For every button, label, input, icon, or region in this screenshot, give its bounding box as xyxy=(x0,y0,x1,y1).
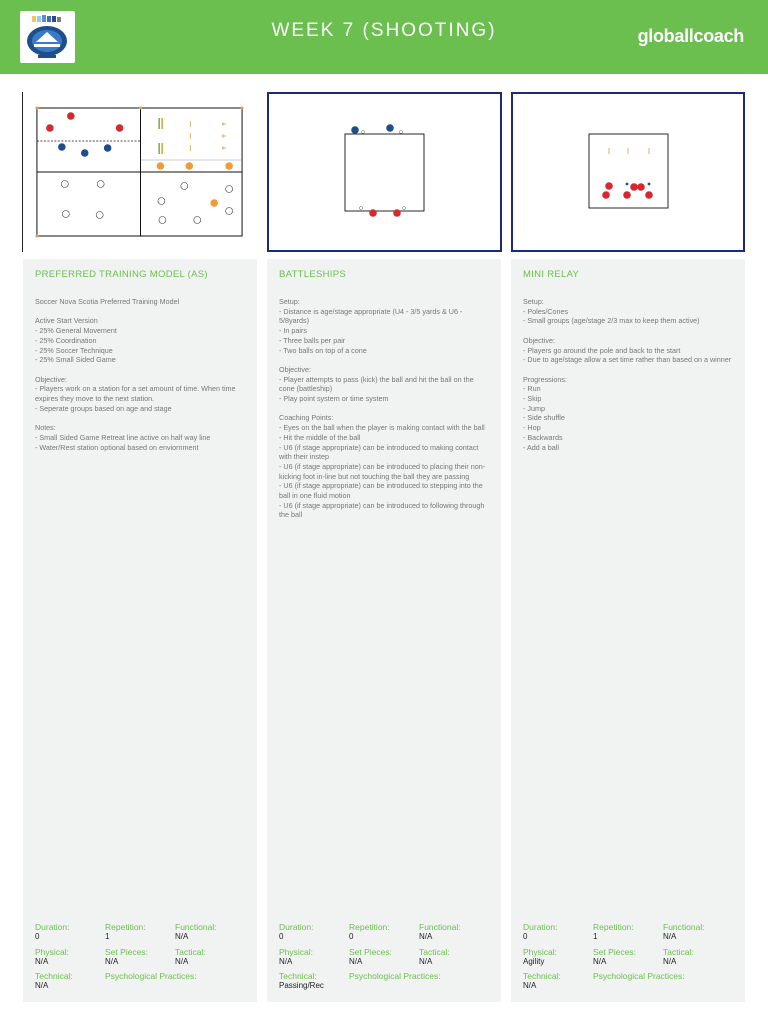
panel-title: PREFERRED TRAINING MODEL (AS) xyxy=(35,269,208,280)
stat-label: Psychological Practices: xyxy=(105,971,197,981)
stat-value: N/A xyxy=(35,957,49,966)
stat-label: Functional: xyxy=(663,922,705,932)
stat-duration xyxy=(279,923,349,941)
stat-physical xyxy=(523,948,593,966)
stat-tactical xyxy=(175,948,245,966)
panel-mini-relay xyxy=(511,259,745,1002)
stat-value: N/A xyxy=(419,957,433,966)
stat-value: N/A xyxy=(663,932,677,941)
diagram-mini-relay xyxy=(511,92,745,252)
stat-functional xyxy=(419,923,489,941)
stat-label: Set Pieces: xyxy=(349,947,392,957)
stat-value: 1 xyxy=(593,932,598,941)
stat-label: Technical: xyxy=(523,971,561,981)
stat-set-pieces xyxy=(105,948,175,966)
stat-value: 0 xyxy=(279,932,284,941)
stat-physical xyxy=(279,948,349,966)
stat-psychological xyxy=(349,972,489,981)
panel-preferred-training-model xyxy=(23,259,257,1002)
stat-label: Repetition: xyxy=(105,922,146,932)
diagram-battleships xyxy=(267,92,502,252)
panel-title: BATTLESHIPS xyxy=(279,269,347,280)
stat-value: 1 xyxy=(105,932,110,941)
stat-value: N/A xyxy=(419,932,433,941)
stat-value: N/A xyxy=(105,957,119,966)
stat-value: Agility xyxy=(523,957,545,966)
stat-value: N/A xyxy=(663,957,677,966)
stat-value: N/A xyxy=(349,957,363,966)
stat-value: N/A xyxy=(35,981,49,990)
stat-value: N/A xyxy=(175,932,189,941)
panel-description: Setup: - Distance is age/stage appropriate (U4 - 3/5 yards & U6 - 5/8yards) - In pairs - Three balls per pair - Two balls on top of a cone Objective: - Player attempts to pass (kick) the ball and hit the ball on the cone (battleship) - Play point system or time system Coaching Points: - Eyes on the ball when the player is making contact with the ball - Hit the middle of the ball - U6 (if stage appropriate) can be introduced to making contact with their instep - U6 (if stage appropriate) can be introduced to placing their non-kicking foot in-line but not touching the ball they are passing - U6 (if stage appropriate) can be introduced to stepping into the ball in one fluid motion - U6 (if stage appropriate) can be introduced to following through the ball xyxy=(279,297,486,520)
stat-label: Psychological Practices: xyxy=(593,971,685,981)
panel-description: Setup: - Poles/Cones - Small groups (age/stage 2/3 max to keep them active) Objective: - Players go around the pole and back to the start - Due to age/stage allow a set time rather than based on a winner Progressions: - Run - Skip - Jump - Side shuffle - Hop - Backwards - Add a ball xyxy=(523,297,732,452)
stat-label: Tactical: xyxy=(663,947,694,957)
page-title: WEEK 7 (SHOOTING) xyxy=(271,20,497,41)
stat-value: N/A xyxy=(523,981,537,990)
stat-label: Technical: xyxy=(279,971,317,981)
stat-physical xyxy=(35,948,105,966)
stat-value: N/A xyxy=(593,957,607,966)
stat-label: Psychological Practices: xyxy=(349,971,441,981)
panel-description: Soccer Nova Scotia Preferred Training Model Active Start Version - 25% General Movement - 25% Coordination - 25% Soccer Technique - 25% Small Sided Game Objective: - Players work on a station for a set amount of time. When time expires they move to the next station. - Seperate groups based on age and stage Notes: - Small Sided Game Retreat line active on half way line - Water/Rest station optional based on enviornment xyxy=(35,297,236,452)
stat-value: N/A xyxy=(279,957,293,966)
stat-technical xyxy=(35,972,105,990)
stat-duration xyxy=(35,923,105,941)
stat-label: Duration: xyxy=(279,922,314,932)
stat-technical xyxy=(523,972,593,990)
stat-psychological xyxy=(105,972,245,981)
stat-value: 0 xyxy=(523,932,528,941)
stat-label: Repetition: xyxy=(593,922,634,932)
header-bar xyxy=(0,0,768,74)
stat-label: Tactical: xyxy=(175,947,206,957)
stat-label: Physical: xyxy=(279,947,314,957)
stat-functional xyxy=(175,923,245,941)
stat-label: Technical: xyxy=(35,971,73,981)
stat-set-pieces xyxy=(349,948,419,966)
panel-battleships xyxy=(267,259,501,1002)
stat-label: Duration: xyxy=(523,922,558,932)
stat-label: Physical: xyxy=(35,947,70,957)
stat-tactical xyxy=(419,948,489,966)
stat-tactical xyxy=(663,948,733,966)
field-diagram-stations xyxy=(23,92,256,252)
stat-technical xyxy=(279,972,349,990)
stat-label: Set Pieces: xyxy=(105,947,148,957)
stat-value: 0 xyxy=(35,932,40,941)
stat-psychological xyxy=(593,972,733,981)
stat-value: N/A xyxy=(175,957,189,966)
stat-repetition xyxy=(105,923,175,941)
stat-label: Tactical: xyxy=(419,947,450,957)
diagram-preferred-training-model xyxy=(22,92,256,252)
stat-label: Functional: xyxy=(175,922,217,932)
stat-value: Passing/Rec xyxy=(279,981,324,990)
stat-functional xyxy=(663,923,733,941)
brand-logo: globallcoach xyxy=(637,26,744,46)
stat-repetition xyxy=(593,923,663,941)
field-diagram-mini-relay xyxy=(513,94,743,250)
stat-label: Set Pieces: xyxy=(593,947,636,957)
stat-set-pieces xyxy=(593,948,663,966)
stat-duration xyxy=(523,923,593,941)
stat-repetition xyxy=(349,923,419,941)
panel-title: MINI RELAY xyxy=(523,269,580,280)
stat-label: Functional: xyxy=(419,922,461,932)
stat-label: Duration: xyxy=(35,922,70,932)
stat-label: Repetition: xyxy=(349,922,390,932)
stat-label: Physical: xyxy=(523,947,558,957)
stat-value: 0 xyxy=(349,932,354,941)
field-diagram-battleships xyxy=(269,94,500,250)
